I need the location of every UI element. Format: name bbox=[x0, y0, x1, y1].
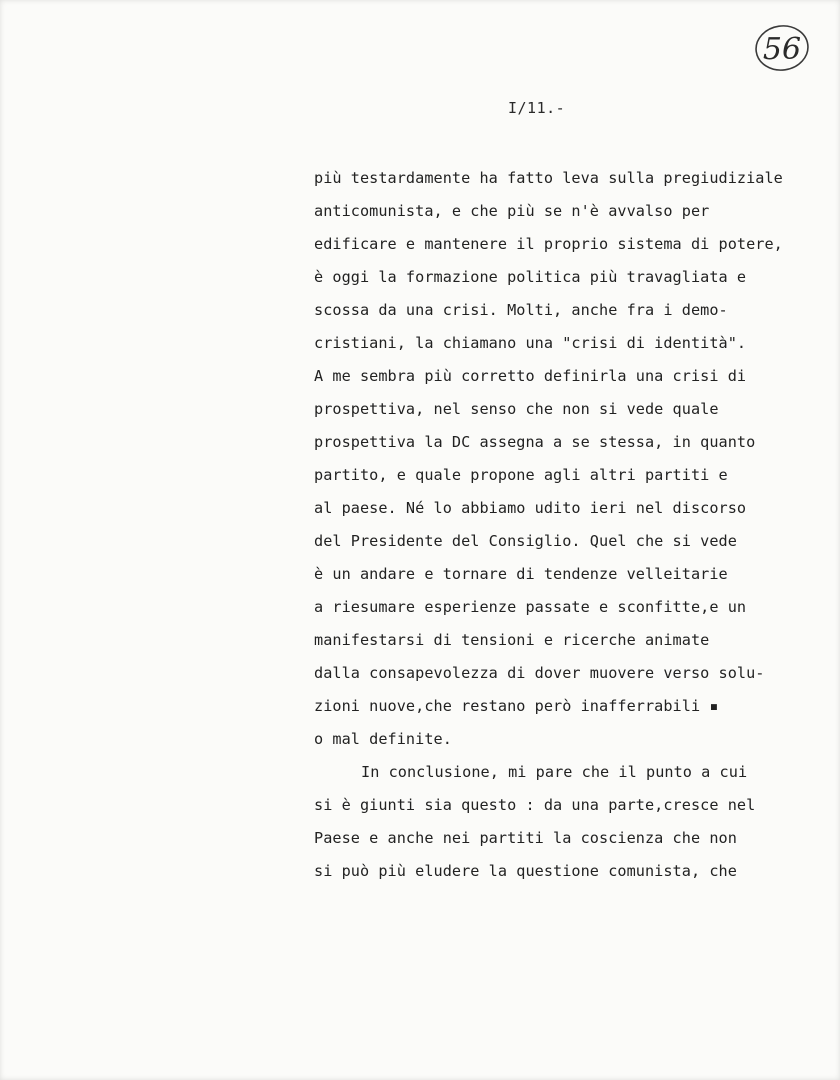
text-line: edificare e mantenere il proprio sistema di potere, bbox=[314, 235, 783, 253]
text-line: o mal definite. bbox=[314, 730, 452, 748]
text-line: cristiani, la chiamano una "crisi di identità". bbox=[314, 334, 747, 352]
page-number: I/11.- bbox=[508, 99, 566, 117]
body-text bbox=[314, 162, 814, 888]
text-line: prospettiva, nel senso che non si vede quale bbox=[314, 400, 719, 418]
paragraph-2 bbox=[314, 756, 814, 888]
text-line: del Presidente del Consiglio. Quel che si vede bbox=[314, 532, 737, 550]
text-line: al paese. Né lo abbiamo udito ieri nel discorso bbox=[314, 499, 747, 517]
text-line: manifestarsi di tensioni e ricerche animate bbox=[314, 631, 710, 649]
page-stamp bbox=[752, 20, 812, 76]
text-line: più testardamente ha fatto leva sulla pregiudiziale bbox=[314, 169, 783, 187]
text-line: A me sembra più corretto definirla una crisi di bbox=[314, 367, 747, 385]
paragraph-1 bbox=[314, 162, 814, 756]
text-line: prospettiva la DC assegna a se stessa, in quanto bbox=[314, 433, 756, 451]
text-line: dalla consapevolezza di dover muovere verso solu- bbox=[314, 664, 765, 682]
text-line: si può più eludere la questione comunista, che bbox=[314, 862, 737, 880]
text-line: è oggi la formazione politica più travagliata e bbox=[314, 268, 747, 286]
circled-number-stamp bbox=[752, 20, 812, 76]
text-line: si è giunti sia questo : da una parte,cresce nel bbox=[314, 796, 756, 814]
text-line: In conclusione, mi pare che il punto a cui bbox=[361, 763, 748, 781]
text-line: a riesumare esperienze passate e sconfitte,e un bbox=[314, 598, 747, 616]
text-line: anticomunista, e che più se n'è avvalso per bbox=[314, 202, 710, 220]
text-line: è un andare e tornare di tendenze velleitarie bbox=[314, 565, 728, 583]
text-line: partito, e quale propone agli altri partiti e bbox=[314, 466, 728, 484]
text-line: zioni nuove,che restano però inafferrabili ▪ bbox=[314, 697, 719, 715]
stamp-number: 56 bbox=[762, 32, 802, 67]
text-line: scossa da una crisi. Molti, anche fra i demo- bbox=[314, 301, 728, 319]
text-line: Paese e anche nei partiti la coscienza che non bbox=[314, 829, 737, 847]
